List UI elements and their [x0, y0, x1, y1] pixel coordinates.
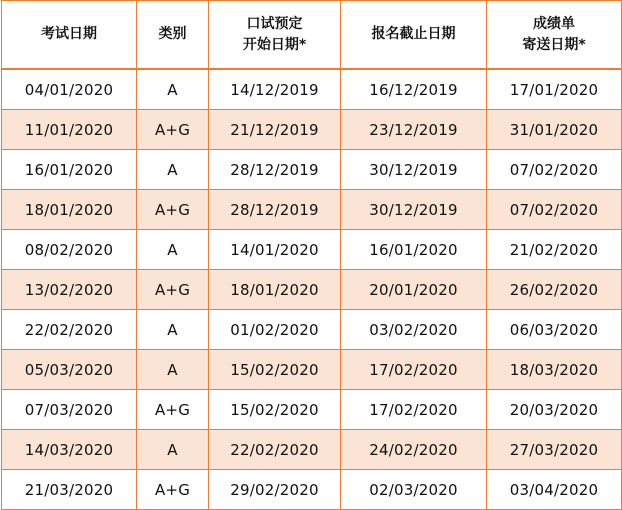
cell-category: A+G: [137, 470, 209, 510]
header-speaking-start: [209, 1, 341, 70]
cell-exam-date: 18/01/2020: [2, 190, 137, 230]
cell-exam-date: 11/01/2020: [2, 110, 137, 150]
cell-exam-date: 22/02/2020: [2, 310, 137, 350]
header-exam-date-line-1: 考试日期: [41, 26, 97, 42]
cell-report-sent: 03/04/2020: [487, 470, 622, 510]
exam-schedule-table: [1, 0, 622, 510]
table-row: [2, 190, 622, 230]
cell-speaking-start: 22/02/2020: [209, 430, 341, 470]
cell-speaking-start: 01/02/2020: [209, 310, 341, 350]
cell-category: A+G: [137, 190, 209, 230]
cell-speaking-start: 15/02/2020: [209, 350, 341, 390]
header-row: [2, 1, 622, 70]
header-report-sent-line-1: 成绩单: [533, 15, 575, 32]
table-row: [2, 390, 622, 430]
cell-exam-date: 04/01/2020: [2, 69, 137, 110]
cell-registration-deadline: 16/12/2019: [341, 69, 487, 110]
table-header: [2, 1, 622, 70]
cell-report-sent: 26/02/2020: [487, 270, 622, 310]
cell-category: A+G: [137, 270, 209, 310]
header-report-sent: [487, 1, 622, 70]
cell-category: A: [137, 230, 209, 270]
table-row: [2, 69, 622, 110]
cell-category: A: [137, 310, 209, 350]
header-category: [137, 1, 209, 70]
header-report-sent-line-2: 寄送日期*: [522, 36, 586, 53]
header-registration-deadline: [341, 1, 487, 70]
table-row: [2, 310, 622, 350]
table-row: [2, 270, 622, 310]
cell-speaking-start: 14/12/2019: [209, 69, 341, 110]
cell-exam-date: 14/03/2020: [2, 430, 137, 470]
cell-registration-deadline: 23/12/2019: [341, 110, 487, 150]
header-exam-date: [2, 1, 137, 70]
cell-category: A+G: [137, 390, 209, 430]
table-row: [2, 230, 622, 270]
cell-speaking-start: 21/12/2019: [209, 110, 341, 150]
cell-report-sent: 07/02/2020: [487, 190, 622, 230]
cell-registration-deadline: 17/02/2020: [341, 390, 487, 430]
cell-report-sent: 27/03/2020: [487, 430, 622, 470]
cell-exam-date: 07/03/2020: [2, 390, 137, 430]
cell-category: A: [137, 150, 209, 190]
table-row: [2, 110, 622, 150]
header-speaking-start-line-1: 口试预定: [246, 15, 303, 32]
header-registration-deadline-line-1: 报名截止日期: [371, 26, 456, 42]
table-row: [2, 470, 622, 510]
cell-exam-date: 13/02/2020: [2, 270, 137, 310]
header-speaking-start-line-2: 开始日期*: [242, 36, 307, 53]
cell-report-sent: 21/02/2020: [487, 230, 622, 270]
cell-registration-deadline: 16/01/2020: [341, 230, 487, 270]
cell-report-sent: 31/01/2020: [487, 110, 622, 150]
cell-speaking-start: 28/12/2019: [209, 150, 341, 190]
cell-exam-date: 05/03/2020: [2, 350, 137, 390]
table-row: [2, 150, 622, 190]
cell-speaking-start: 29/02/2020: [209, 470, 341, 510]
cell-registration-deadline: 20/01/2020: [341, 270, 487, 310]
cell-category: A: [137, 350, 209, 390]
cell-registration-deadline: 30/12/2019: [341, 190, 487, 230]
cell-speaking-start: 28/12/2019: [209, 190, 341, 230]
cell-registration-deadline: 17/02/2020: [341, 350, 487, 390]
table-row: [2, 350, 622, 390]
cell-exam-date: 08/02/2020: [2, 230, 137, 270]
cell-registration-deadline: 02/03/2020: [341, 470, 487, 510]
cell-report-sent: 06/03/2020: [487, 310, 622, 350]
cell-exam-date: 21/03/2020: [2, 470, 137, 510]
cell-category: A: [137, 430, 209, 470]
cell-report-sent: 18/03/2020: [487, 350, 622, 390]
table-row: [2, 430, 622, 470]
cell-report-sent: 20/03/2020: [487, 390, 622, 430]
cell-registration-deadline: 03/02/2020: [341, 310, 487, 350]
cell-report-sent: 17/01/2020: [487, 69, 622, 110]
table-body: [2, 69, 622, 510]
cell-speaking-start: 14/01/2020: [209, 230, 341, 270]
cell-speaking-start: 15/02/2020: [209, 390, 341, 430]
cell-category: A: [137, 69, 209, 110]
cell-category: A+G: [137, 110, 209, 150]
cell-registration-deadline: 24/02/2020: [341, 430, 487, 470]
cell-report-sent: 07/02/2020: [487, 150, 622, 190]
cell-exam-date: 16/01/2020: [2, 150, 137, 190]
cell-speaking-start: 18/01/2020: [209, 270, 341, 310]
cell-registration-deadline: 30/12/2019: [341, 150, 487, 190]
header-category-line-1: 类别: [158, 26, 187, 42]
